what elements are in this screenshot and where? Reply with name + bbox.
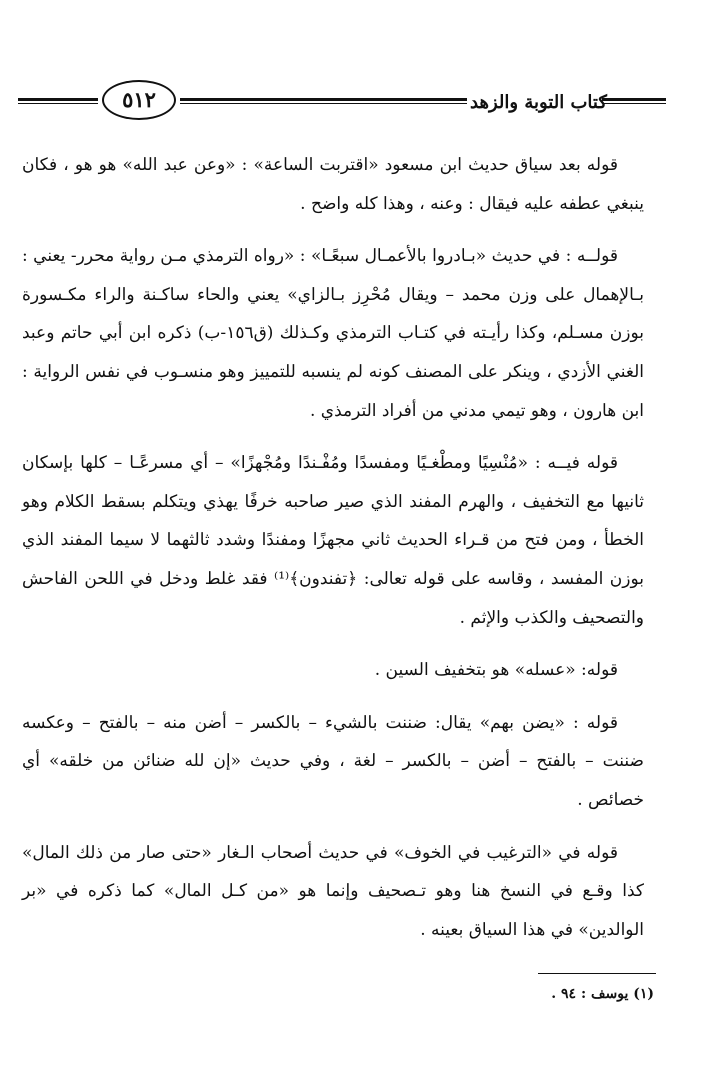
footnote: (١) يوسف : ٩٤ .	[551, 986, 654, 1002]
paragraph: قوله في «الترغيب في الخوف» في حديث أصحاب الـغار «حتى صار من ذلك المال» كذا وقـع في النسخ هنا وهو تـصحيف وإنما هو «من كـل المال» كما ذكره في «بر الوالدين» في هذا السياق بعينه .	[22, 842, 644, 940]
header-rule-right	[602, 98, 666, 104]
paragraph: قوله: «عسله» هو بتخفيف السين .	[374, 660, 618, 681]
page-header	[18, 78, 668, 126]
header-rule-left	[18, 98, 98, 104]
page-number: ٥١٢	[102, 80, 176, 120]
header-rule-middle	[180, 98, 467, 104]
paragraph: قوله : «يضن بهم» يقال: ضننت بالشيء – بالكسر – أضن منه – بالفتح – وعكسه ضننت – بالفتح – أضن – بالكسر – لغة ، وفي حديث «إن لله ضنائن من خلقه» أي خصائص .	[22, 712, 644, 810]
paragraph: قوله بعد سياق حديث ابن مسعود «اقتربت الساعة» : «وعن عبد الله» هو هو ، فكان ينبغي عطفه عليه فيقال : وعنه ، وهذا كله واضح .	[22, 155, 644, 214]
paragraph: قوله فيــه : «مُنْسِيًا ومطْغـيًا ومفسدًا ومُفْـندًا ومُجْهزًا» – أي مسرعًـا – كلها بإسكان ثانيها مع التخفيف ، والهرم المفند الذي صير صاحبه خرفًا يهذي ويتكلم بسقط الكلام وهو الخطأ ، ومن فتح من قـراء الحديث ثاني مجهزًا ومفندًا وشدد ثالثهما لا سيما المفند الذي بوزن المفسد ، وقاسه على قوله تعالى: ﴿تفندون﴾⁽¹⁾ فقد غلط ودخل في اللحن الفاحش والتصحيف والكذب والإثم .	[22, 453, 645, 628]
footnote-rule	[538, 973, 656, 974]
paragraph: قولــه : في حديث «بـادروا بالأعمـال سبعًـا» : «رواه الترمذي مـن رواية محرر- يعني : بـالإهمال على وزن محمد – ويقال مُحْرِز بـالزاي» يعني والحاء ساكـنة والراء مكـسورة بوزن مسـلم، وكذا رأيـته في كتـاب الترمذي وكـذلك (ق١٥٦-ب) ذكره ابن أبي حاتم وعبد الغني الأزدي ، وينكر على المصنف كونه لم ينسبه للتمييز وهو منسـوب في نفس الرواية : ابن هارون ، وهو تيمي مدني من أفراد الترمذي .	[22, 246, 644, 421]
body-text	[22, 146, 644, 963]
book-title: كتاب التوبة والزهد	[470, 92, 607, 113]
